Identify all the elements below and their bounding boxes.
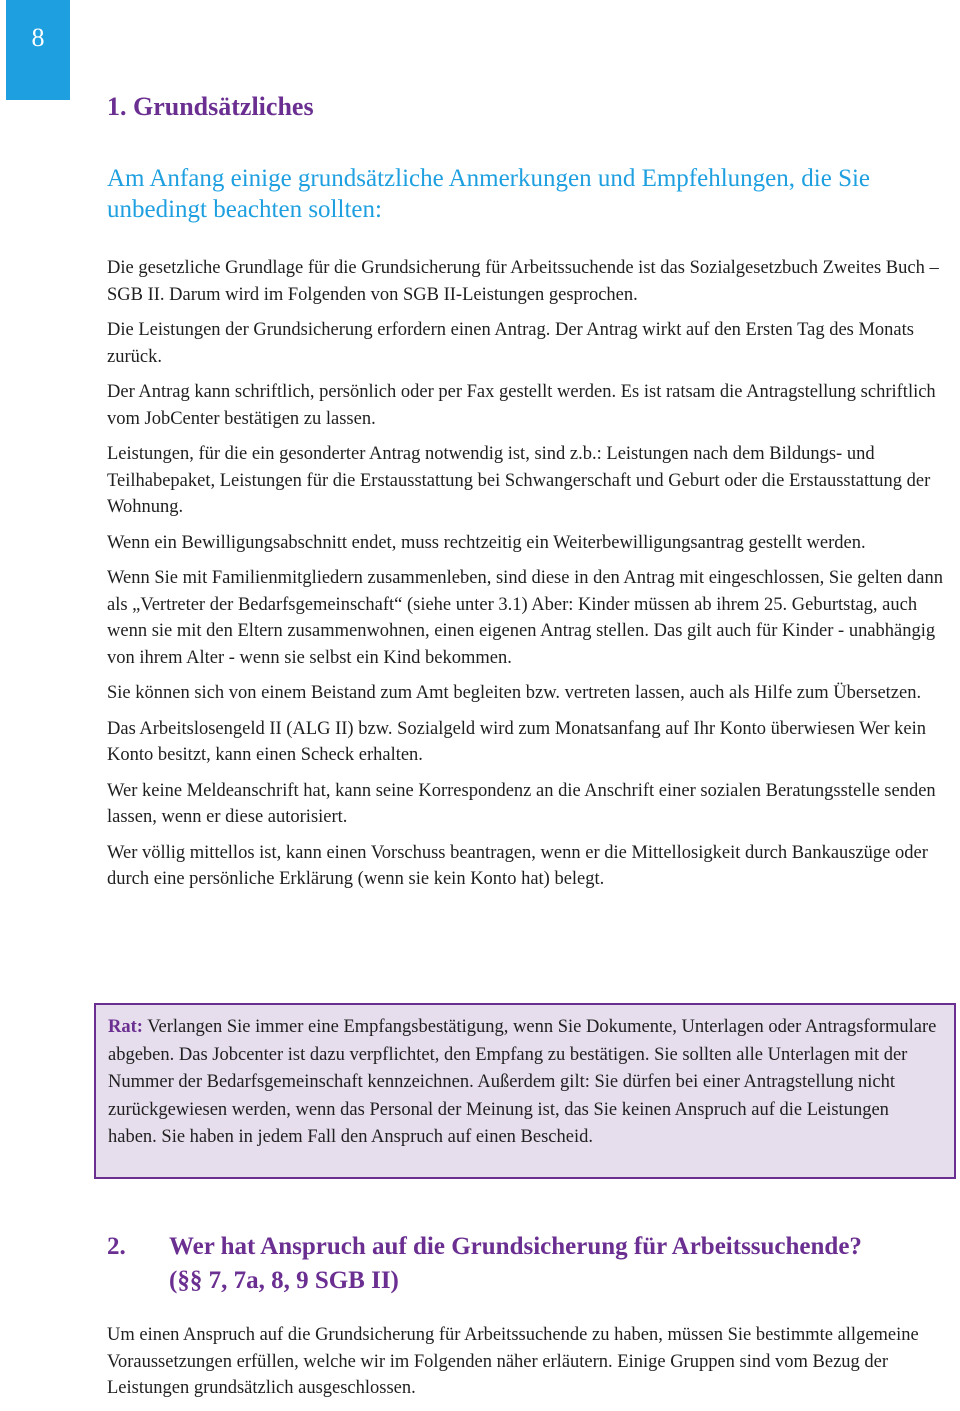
paragraph-application-form: Der Antrag kann schriftlich, persönlich oder per Fax gestellt werden. Es ist ratsam die Antragstellung schriftlich vom JobCenter bestätigen zu lassen. [107,382,936,429]
section-2-paragraph: Um einen Anspruch auf die Grundsicherung für Arbeitssuchende zu haben, müssen Sie bestimmte allgemeine Voraussetzungen erfüllen, welche wir im Folgenden näher erläutern. Einige Gruppen sind vom Bezug der Leistungen grundsätzlich ausgeschlossen. [107,1325,919,1398]
section-1-title: 1. Grundsätzliches [107,92,314,121]
advice-text: Verlangen Sie immer eine Empfangsbestätigung, wenn Sie Dokumente, Unterlagen oder Antragsformulare abgeben. Das Jobcenter ist dazu verpflichtet, den Empfang zu bestätigen. Sie sollten alle Unterlagen mit der Nummer der Bedarfsgemeinschaft kennzeichnen. Außerdem gilt: Sie dürfen bei einer Antragstellung nicht zurückgewiesen werden, wenn das Personal der Meinung ist, das Sie keinen Anspruch auf die Leistungen haben. Sie haben in jedem Fall den Anspruch auf einen Bescheid. [108,1017,937,1147]
paragraph-assistance: Sie können sich von einem Beistand zum Amt begleiten bzw. vertreten lassen, auch als Hilfe zum Übersetzen. [107,683,922,703]
paragraph-separate-applications: Leistungen, für die ein gesonderter Antrag notwendig ist, sind z.b.: Leistungen nach dem Bildungs- und Teilhabepaket, Leistungen für die Erstausstattung bei Schwangerschaft und Geburt oder die Erstausstattung der Wohnung. [107,444,931,517]
paragraph-renewal: Wenn ein Bewilligungsabschnitt endet, muss rechtzeitig ein Weiterbewilligungsantrag gestellt werden. [107,532,866,553]
paragraph-address: Wer keine Meldeanschrift hat, kann seine Korrespondenz an die Anschrift einer sozialen Beratungsstelle senden lassen, wenn er diese autorisiert. [107,780,936,827]
section-2-number: 2. [107,1233,126,1260]
section-1-intro: Am Anfang einige grundsätzliche Anmerkungen und Empfehlungen, die Sie unbedingt beachten sollten: [107,165,871,223]
paragraph-legal-basis: Die gesetzliche Grundlage für die Grundsicherung für Arbeitssuchende ist das Sozialgesetzbuch Zweites Buch – SGB II. Darum wird im Folgenden von SGB II-Leistungen gesprochen. [107,258,939,305]
paragraph-application-required: Die Leistungen der Grundsicherung erfordern einen Antrag. Der Antrag wirkt auf den Ersten Tag des Monats zurück. [107,320,914,367]
advice-paragraph [108,1014,942,1152]
advice-box [94,1003,956,1179]
paragraph-payment: Das Arbeitslosengeld II (ALG II) bzw. Sozialgeld wird zum Monatsanfang auf Ihr Konto überwiesen Wer kein Konto besitzt, kann einen Scheck erhalten. [107,718,926,765]
paragraph-advance: Wer völlig mittellos ist, kann einen Vorschuss beantragen, wenn er die Mittellosigkeit durch Bankauszüge oder durch eine persönliche Erklärung (wenn sie kein Konto hat) belegt. [107,842,928,889]
paragraph-family-members: Wenn Sie mit Familienmitgliedern zusammenleben, sind diese in den Antrag mit eingeschlossen, Sie gelten dann als „Vertreter der Bedarfsgemeinschaft“ (siehe unter 3.1) Aber: Kinder müssen ab ihrem 25. Geburtstag, auch wenn sie mit den Eltern zusammenwohnen, einen eigenen Antrag stellen. Das gilt auch für Kinder - unabhängig von ihrem Alter - wenn sie selbst ein Kind bekommen. [107,568,943,668]
section-2-title-line2: (§§ 7, 7a, 8, 9 SGB II) [169,1267,399,1294]
page-number-tab [6,0,70,100]
page-number: 8 [31,23,45,52]
section-2-body [107,1322,949,1411]
section-1-body [107,255,949,902]
advice-label: Rat: [108,1017,143,1037]
section-2-title-line1: Wer hat Anspruch auf die Grundsicherung für Arbeitssuchende? [169,1233,862,1260]
section-2-title [107,1230,947,1298]
